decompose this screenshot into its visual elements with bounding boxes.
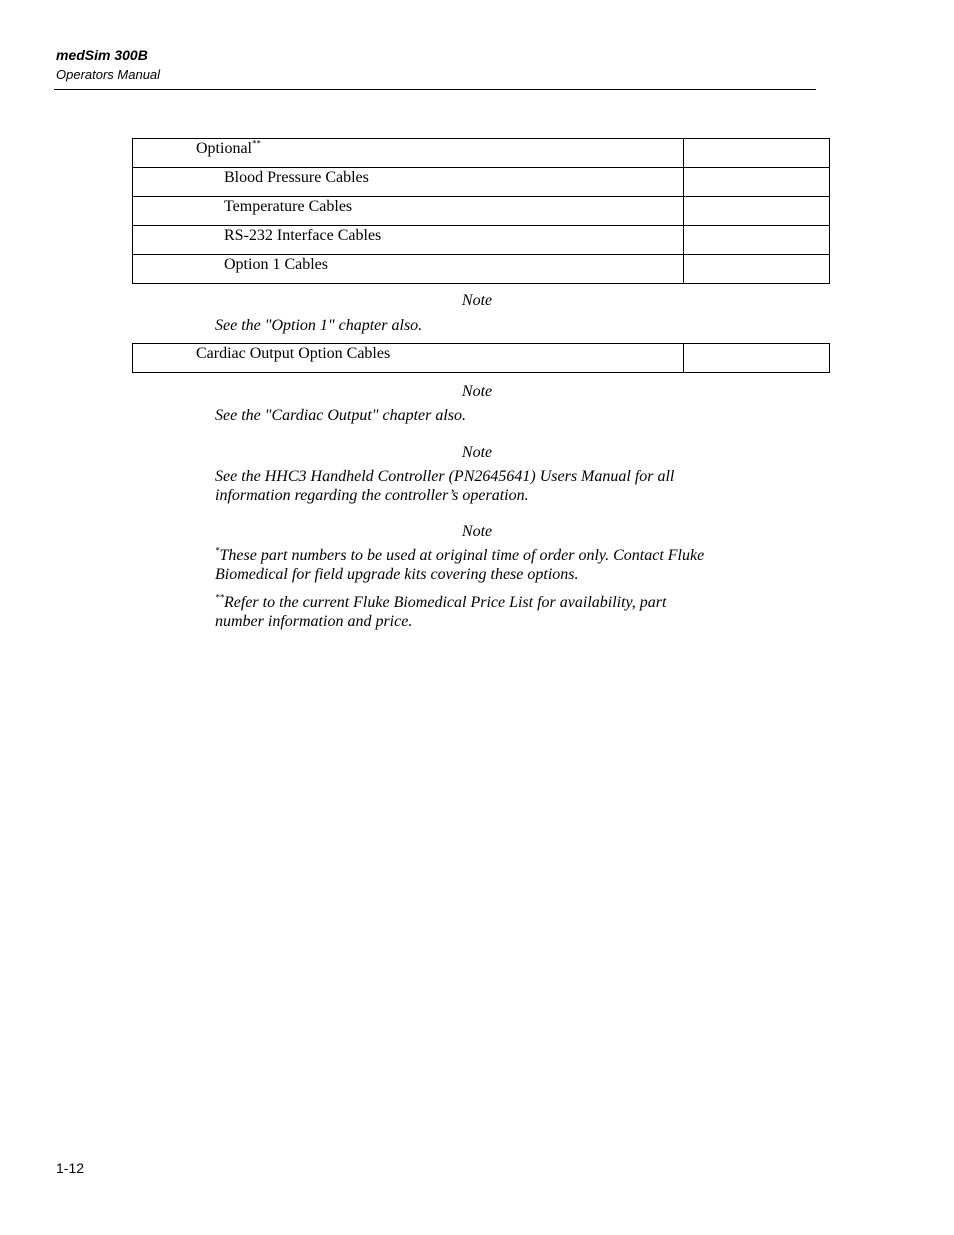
footnote-text: Refer to the current Fluke Biomedical Price List for availability, part number information and price. bbox=[215, 594, 667, 630]
table-cell-label bbox=[133, 197, 684, 226]
note-heading: Note bbox=[461, 523, 493, 540]
table-cell-label bbox=[133, 139, 684, 168]
note-heading: Note bbox=[461, 383, 493, 400]
footnote-marker: * bbox=[215, 545, 220, 556]
table-cell-value bbox=[684, 168, 830, 197]
note-heading: Note bbox=[461, 444, 493, 461]
header-divider bbox=[54, 89, 816, 90]
table-row bbox=[133, 255, 830, 284]
table-cell-value bbox=[684, 139, 830, 168]
note-heading: Note bbox=[461, 292, 493, 309]
table-cell-label bbox=[133, 226, 684, 255]
cardiac-output-table bbox=[132, 343, 830, 373]
row-label: Option 1 Cables bbox=[224, 256, 328, 273]
footnote-item bbox=[215, 593, 715, 631]
note-text: See the "Option 1" chapter also. bbox=[215, 317, 423, 334]
row-label: Cardiac Output Option Cables bbox=[196, 345, 391, 362]
table-row bbox=[133, 139, 830, 168]
table-row bbox=[133, 344, 830, 373]
footnote-text: These part numbers to be used at original time of order only. Contact Fluke Biomedical for field upgrade kits covering these options. bbox=[215, 547, 705, 583]
table-cell-value bbox=[684, 344, 830, 373]
row-label: Optional bbox=[196, 140, 252, 157]
note-text: See the HHC3 Handheld Controller (PN2645641) Users Manual for all information regarding the controller’s operation. bbox=[215, 468, 675, 504]
row-label: RS-232 Interface Cables bbox=[224, 227, 382, 244]
table-row bbox=[133, 168, 830, 197]
table-cell-value bbox=[684, 255, 830, 284]
footnote-marker: ** bbox=[252, 138, 261, 149]
note-text: See the "Cardiac Output" chapter also. bbox=[215, 407, 467, 424]
document-subtitle: Operators Manual bbox=[56, 67, 161, 82]
table-row bbox=[133, 197, 830, 226]
page-number: 1-12 bbox=[56, 1160, 85, 1176]
footnote-marker: ** bbox=[215, 592, 224, 603]
table-row bbox=[133, 226, 830, 255]
footnote-item bbox=[215, 546, 715, 584]
document-title: medSim 300B bbox=[56, 47, 148, 63]
optional-cables-table bbox=[132, 138, 830, 284]
table-cell-label bbox=[133, 255, 684, 284]
table-cell-label bbox=[133, 168, 684, 197]
table-cell-label bbox=[133, 344, 684, 373]
table-cell-value bbox=[684, 226, 830, 255]
row-label: Temperature Cables bbox=[224, 198, 353, 215]
row-label: Blood Pressure Cables bbox=[224, 169, 369, 186]
table-cell-value bbox=[684, 197, 830, 226]
